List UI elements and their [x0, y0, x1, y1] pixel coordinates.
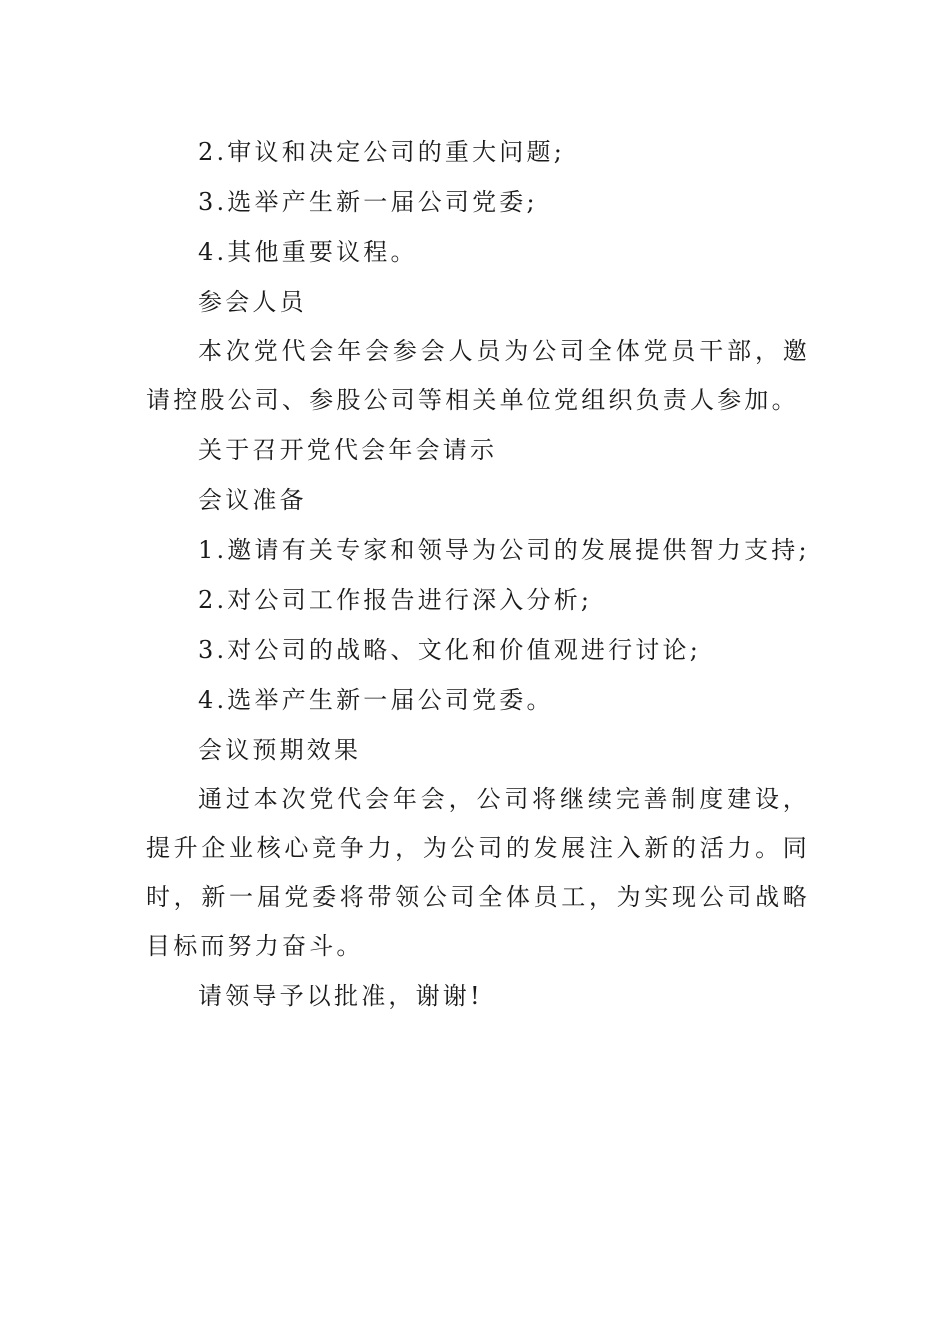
preparation-item-2: 2.对公司工作报告进行深入分析; [198, 586, 593, 614]
agenda-item-2: 2.审议和决定公司的重大问题; [198, 138, 565, 166]
document-body [146, 127, 810, 1021]
agenda-item-4: 4.其他重要议程。 [198, 238, 418, 266]
closing-request: 请领导予以批准，谢谢! [198, 982, 483, 1010]
section-heading-attendees: 参会人员 [198, 288, 307, 316]
section-heading-request: 关于召开党代会年会请示 [198, 436, 498, 464]
agenda-item-3: 3.选举产生新一届公司党委; [198, 188, 538, 216]
preparation-item-4: 4.选举产生新一届公司党委。 [198, 686, 554, 714]
expected-effect-paragraph: 通过本次党代会年会，公司将继续完善制度建设，提升企业核心竞争力，为公司的发展注入新的活力。同时，新一届党委将带领公司全体员工，为实现公司战略目标而努力奋斗。 [146, 785, 810, 960]
section-heading-expected-effect: 会议预期效果 [198, 736, 362, 764]
preparation-item-3: 3.对公司的战略、文化和价值观进行讨论; [198, 636, 701, 664]
preparation-item-1: 1.邀请有关专家和领导为公司的发展提供智力支持; [198, 536, 810, 564]
section-heading-preparation: 会议准备 [198, 486, 307, 514]
attendees-paragraph: 本次党代会年会参会人员为公司全体党员干部，邀请控股公司、参股公司等相关单位党组织负责人参加。 [146, 337, 810, 414]
